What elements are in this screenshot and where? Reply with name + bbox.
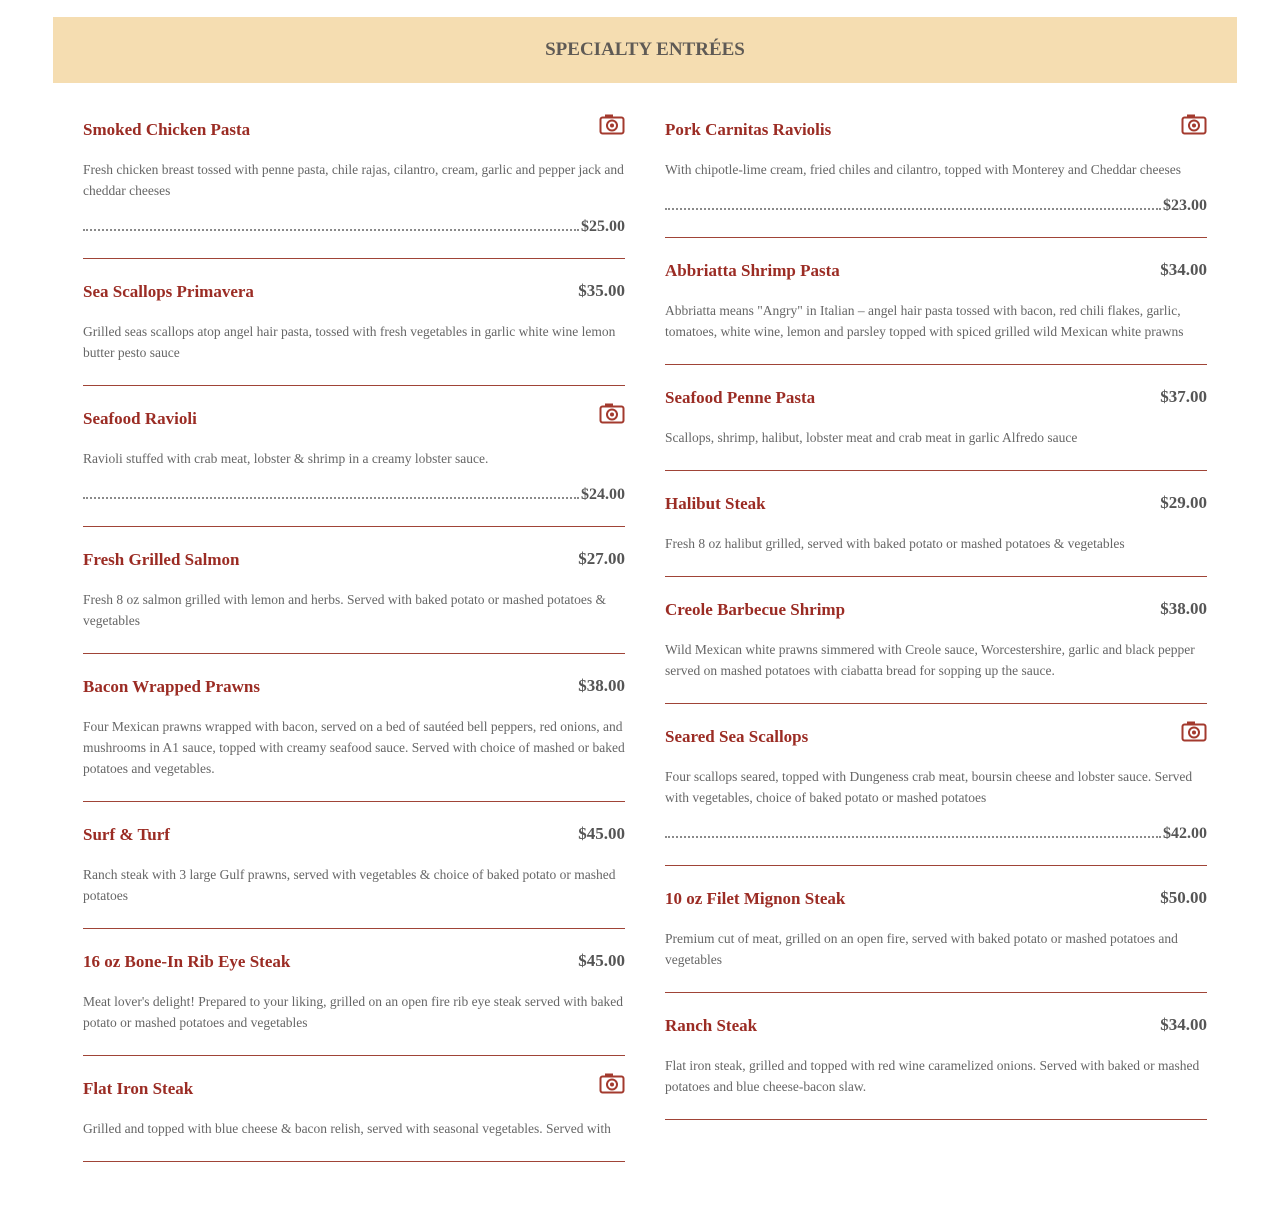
menu-item-price: $35.00 [578,281,625,300]
menu-item-price: $45.00 [578,824,625,843]
menu-item-price: $27.00 [578,549,625,568]
menu-item-description: Fresh 8 oz halibut grilled, served with baked potato or mashed potatoes & vegetables [665,536,1125,551]
menu-item-description: With chipotle-lime cream, fried chiles and cilantro, topped with Monterey and Cheddar cheeses [665,162,1182,177]
menu-item [665,993,1207,1120]
menu-item-description: Fresh 8 oz salmon grilled with lemon and herbs. Served with baked potato or mashed potatoes & vegetables [83,592,607,628]
dot-leader [83,497,579,499]
menu-item-description: Abbriatta means "Angry" in Italian – angel hair pasta tossed with bacon, red chili flakes, garlic, tomatoes, white wine, lemon and parsley topped with spiced grilled wild Mexican white prawns [665,303,1184,339]
section-header [53,17,1237,83]
menu-item [665,97,1207,238]
menu-item-description: Fresh chicken breast tossed with penne pasta, chile rajas, cilantro, cream, garlic and pepper jack and cheddar cheeses [83,162,624,198]
menu-item-price: $38.00 [1160,599,1207,618]
menu-item [83,386,625,527]
menu-item-name: Surf & Turf [83,825,170,844]
dot-leader [665,208,1161,210]
camera-icon[interactable] [1181,113,1207,135]
menu-item [83,654,625,802]
menu-item-price: $29.00 [1160,493,1207,512]
menu-item-name: Ranch Steak [665,1016,758,1035]
menu-column-right [665,97,1207,1120]
menu-item [83,259,625,386]
menu-item-description: Four Mexican prawns wrapped with bacon, served on a bed of sautéed bell peppers, red onions, and mushrooms in A1 sauce, topped with creamy seafood sauce. Served with choice of mashed or baked potatoes and vegetables. [83,719,625,776]
menu-item-name: Flat Iron Steak [83,1079,194,1098]
menu-item-description: Meat lover's delight! Prepared to your liking, grilled on an open fire rib eye steak served with baked potato or mashed potatoes and vegetables [83,994,624,1030]
menu-item-description: Wild Mexican white prawns simmered with Creole sauce, Worcestershire, garlic and black pepper served on mashed potatoes with ciabatta bread for sopping up the sauce. [665,642,1195,678]
price-leader [83,484,625,504]
menu-item-name: Creole Barbecue Shrimp [665,600,846,619]
menu-item-name: Smoked Chicken Pasta [83,120,251,139]
menu-item-description: Grilled and topped with blue cheese & bacon relish, served with seasonal vegetables. Served with [83,1121,611,1136]
menu-item-name: 16 oz Bone-In Rib Eye Steak [83,952,291,971]
menu-item-name: 10 oz Filet Mignon Steak [665,889,846,908]
menu-item-description: Ravioli stuffed with crab meat, lobster & shrimp in a creamy lobster sauce. [83,451,489,466]
menu-item [665,704,1207,866]
menu-item-price: $24.00 [581,486,625,503]
price-leader [665,823,1207,843]
menu-column-left [83,97,625,1162]
menu-item-name: Pork Carnitas Raviolis [665,120,832,139]
camera-icon[interactable] [599,113,625,135]
menu-item-description: Four scallops seared, topped with Dungeness crab meat, boursin cheese and lobster sauce. Served with vegetables, choice of baked potato or mashed potatoes [665,769,1193,805]
menu-item-name: Seafood Penne Pasta [665,388,816,407]
menu-item-price: $42.00 [1163,825,1207,842]
menu-item [83,802,625,929]
price-leader [83,216,625,236]
menu-item-price: $38.00 [578,676,625,695]
camera-icon[interactable] [599,402,625,424]
menu-item [665,471,1207,577]
menu-item-name: Sea Scallops Primavera [83,282,254,301]
menu-item-name: Seafood Ravioli [83,409,197,428]
menu-item-price: $25.00 [581,218,625,235]
menu-item-description: Premium cut of meat, grilled on an open fire, served with baked potato or mashed potatoes and vegetables [665,931,1178,967]
menu-item-price: $50.00 [1160,888,1207,907]
menu-item [665,365,1207,471]
menu-item-name: Fresh Grilled Salmon [83,550,240,569]
menu-item-price: $34.00 [1160,260,1207,279]
menu-item-price: $34.00 [1160,1015,1207,1034]
menu-item [665,866,1207,993]
menu-item-name: Abbriatta Shrimp Pasta [665,261,840,280]
menu-item [665,577,1207,704]
menu-item-price: $37.00 [1160,387,1207,406]
menu-item [83,97,625,259]
menu-item [83,527,625,654]
menu-item [665,238,1207,365]
menu-item-price: $23.00 [1163,197,1207,214]
menu-item-description: Grilled seas scallops atop angel hair pasta, tossed with fresh vegetables in garlic white wine lemon butter pesto sauce [83,324,616,360]
menu-item-name: Halibut Steak [665,494,766,513]
dot-leader [665,836,1161,838]
menu-item [83,929,625,1056]
camera-icon[interactable] [1181,720,1207,742]
dot-leader [83,229,579,231]
menu-item [83,1056,625,1162]
menu-item-description: Flat iron steak, grilled and topped with red wine caramelized onions. Served with baked or mashed potatoes and blue cheese-bacon slaw. [665,1058,1200,1094]
camera-icon[interactable] [599,1072,625,1094]
menu-item-name: Bacon Wrapped Prawns [83,677,260,696]
price-leader [665,195,1207,215]
section-title: SPECIALTY ENTRÉES [545,39,745,60]
menu-item-description: Ranch steak with 3 large Gulf prawns, served with vegetables & choice of baked potato or mashed potatoes [83,867,616,903]
menu-item-description: Scallops, shrimp, halibut, lobster meat and crab meat in garlic Alfredo sauce [665,430,1078,445]
menu-item-price: $45.00 [578,951,625,970]
menu-item-name: Seared Sea Scallops [665,727,809,746]
